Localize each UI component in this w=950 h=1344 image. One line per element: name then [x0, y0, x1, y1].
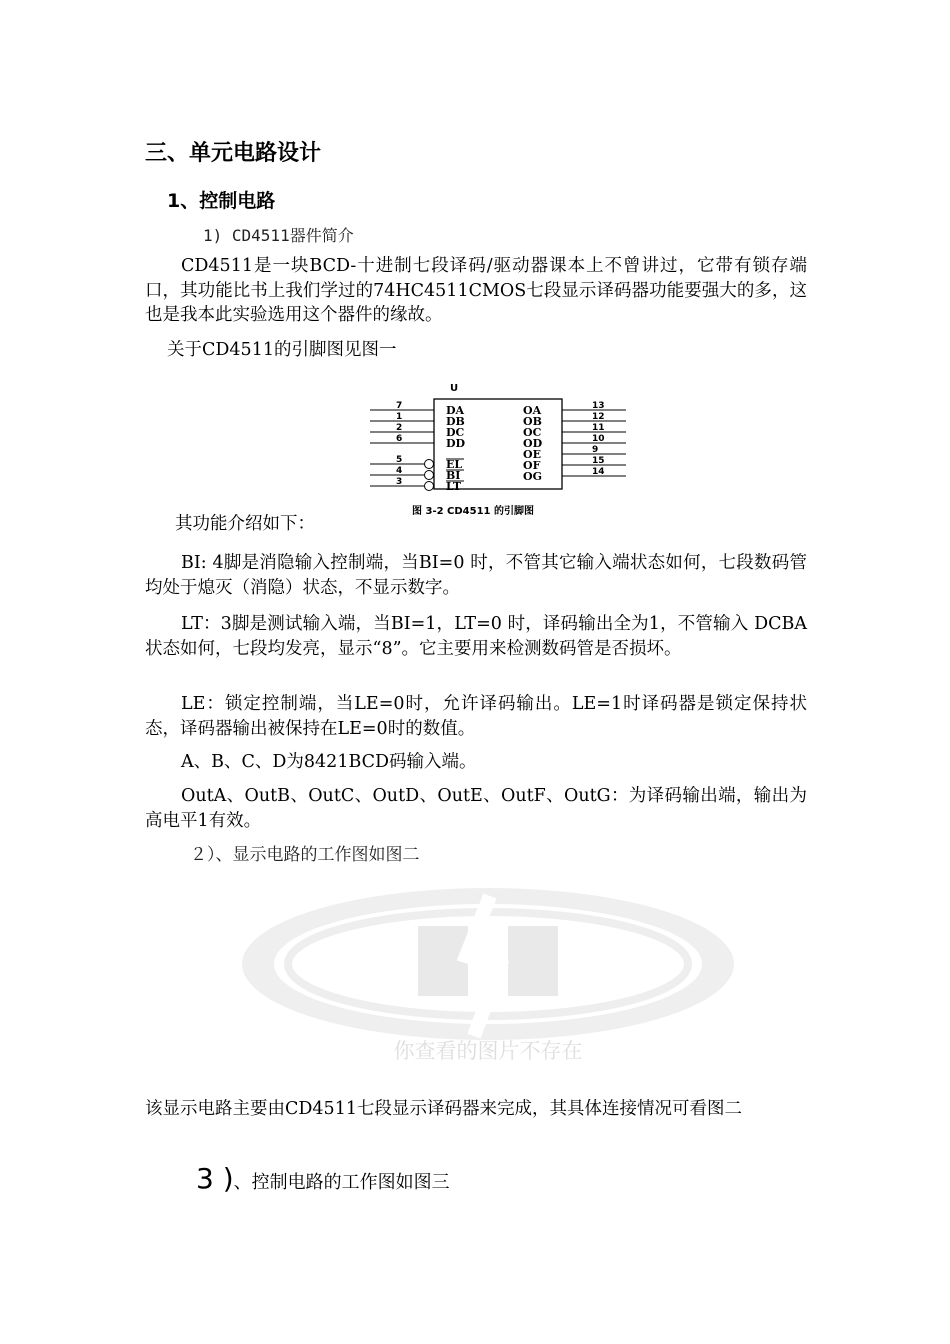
function-intro: 其功能介绍如下： [175, 514, 315, 534]
pin-name: OB [523, 415, 542, 428]
left-pin-lt [370, 477, 464, 493]
pin-number: 12 [592, 412, 605, 422]
lt-description: LT：3脚是测试输入端，当BI=1，LT=0 时，译码输出全为1，不管输入 DCBA 状态如何，七段均发亮，显示“8”。它主要用来检测数码管是否损坏。 [145, 614, 807, 659]
item-3-heading [196, 1162, 450, 1195]
figure-caption: 图 3-2 CD4511 的引脚图 [412, 506, 534, 517]
pin-name: DD [446, 437, 466, 450]
output-description: OutA、OutB、OutC、OutD、OutE、OutF、OutG：为译码输出端，输出为高电平1有效。 [145, 786, 807, 831]
pin-number: 3 [396, 477, 403, 487]
pin-number: 14 [592, 467, 605, 477]
pin-number: 1 [396, 412, 403, 422]
subsection-title: 1、控制电路 [167, 190, 276, 212]
bi-description: BI: 4脚是消隐输入控制端，当BI=0 时，不管其它输入端状态如何，七段数码管均处于熄灭（消隐）状态，不显示数字。 [145, 553, 807, 598]
pin-name: LT [446, 480, 462, 493]
abcd-description: A、B、C、D为8421BCD码输入端。 [181, 752, 477, 772]
inversion-bubble [425, 471, 434, 480]
pin-number: 9 [592, 445, 599, 455]
display-circuit-paragraph: 该显示电路主要由CD4511七段显示译码器来完成，其具体连接情况可看图二 [145, 1099, 742, 1119]
inversion-bubble [425, 460, 434, 469]
item-3-text: 、控制电路的工作图如图三 [233, 1172, 450, 1193]
le-description: LE：锁定控制端，当LE=0时，允许译码输出。LE=1时译码器是锁定保持状态，译码器输出被保持在LE=0时的数值。 [145, 694, 807, 739]
pin-name: OG [523, 470, 542, 483]
pin-name: BI [446, 469, 461, 482]
pin-number: 13 [592, 401, 605, 411]
pin-number: 15 [592, 456, 605, 466]
pin-name: OD [523, 437, 543, 450]
missing-image-placeholder [238, 886, 738, 1061]
item-2-heading: ２）、显示电路的工作图如图二 [190, 845, 420, 865]
inversion-bubble [425, 482, 434, 491]
pin-name: OA [523, 404, 542, 417]
item-1-heading: 1) CD4511器件简介 [203, 226, 354, 245]
pin-number: 4 [396, 466, 403, 476]
placeholder-text: 你查看的图片不存在 [393, 1039, 583, 1061]
left-pin-dd [370, 434, 466, 450]
left-pins [370, 401, 466, 493]
pin-name: OE [523, 448, 541, 461]
pin-number: 2 [396, 423, 403, 433]
pin-name: DC [446, 426, 465, 439]
pin-name: EL [446, 458, 463, 471]
cd4511-pin-diagram [362, 378, 632, 520]
item-3-number: 3 ) [196, 1162, 234, 1195]
pin-name: DB [446, 415, 465, 428]
pin-name: OF [523, 459, 541, 472]
pin-number: 7 [396, 401, 403, 411]
right-pins [523, 401, 626, 483]
pin-number: 10 [592, 434, 605, 444]
chip-label: U [450, 383, 459, 394]
pin-number: 6 [396, 434, 403, 444]
pin-name: DA [446, 404, 465, 417]
right-pin-og [523, 467, 626, 483]
pin-number: 5 [396, 455, 403, 465]
intro-paragraph: CD4511是一块BCD-十进制七段译码/驱动器课本上不曾讲过，它带有锁存端口，其功能比书上我们学过的74HC4511CMOS七段显示译码器功能要强大的多，这也是我本此实验选用这个器件的缘故。 [145, 256, 807, 325]
pin-reference-paragraph: 关于CD4511的引脚图见图一 [167, 340, 397, 360]
section-title: 三、单元电路设计 [145, 141, 322, 166]
pin-name: OC [523, 426, 542, 439]
pin-number: 11 [592, 423, 605, 433]
